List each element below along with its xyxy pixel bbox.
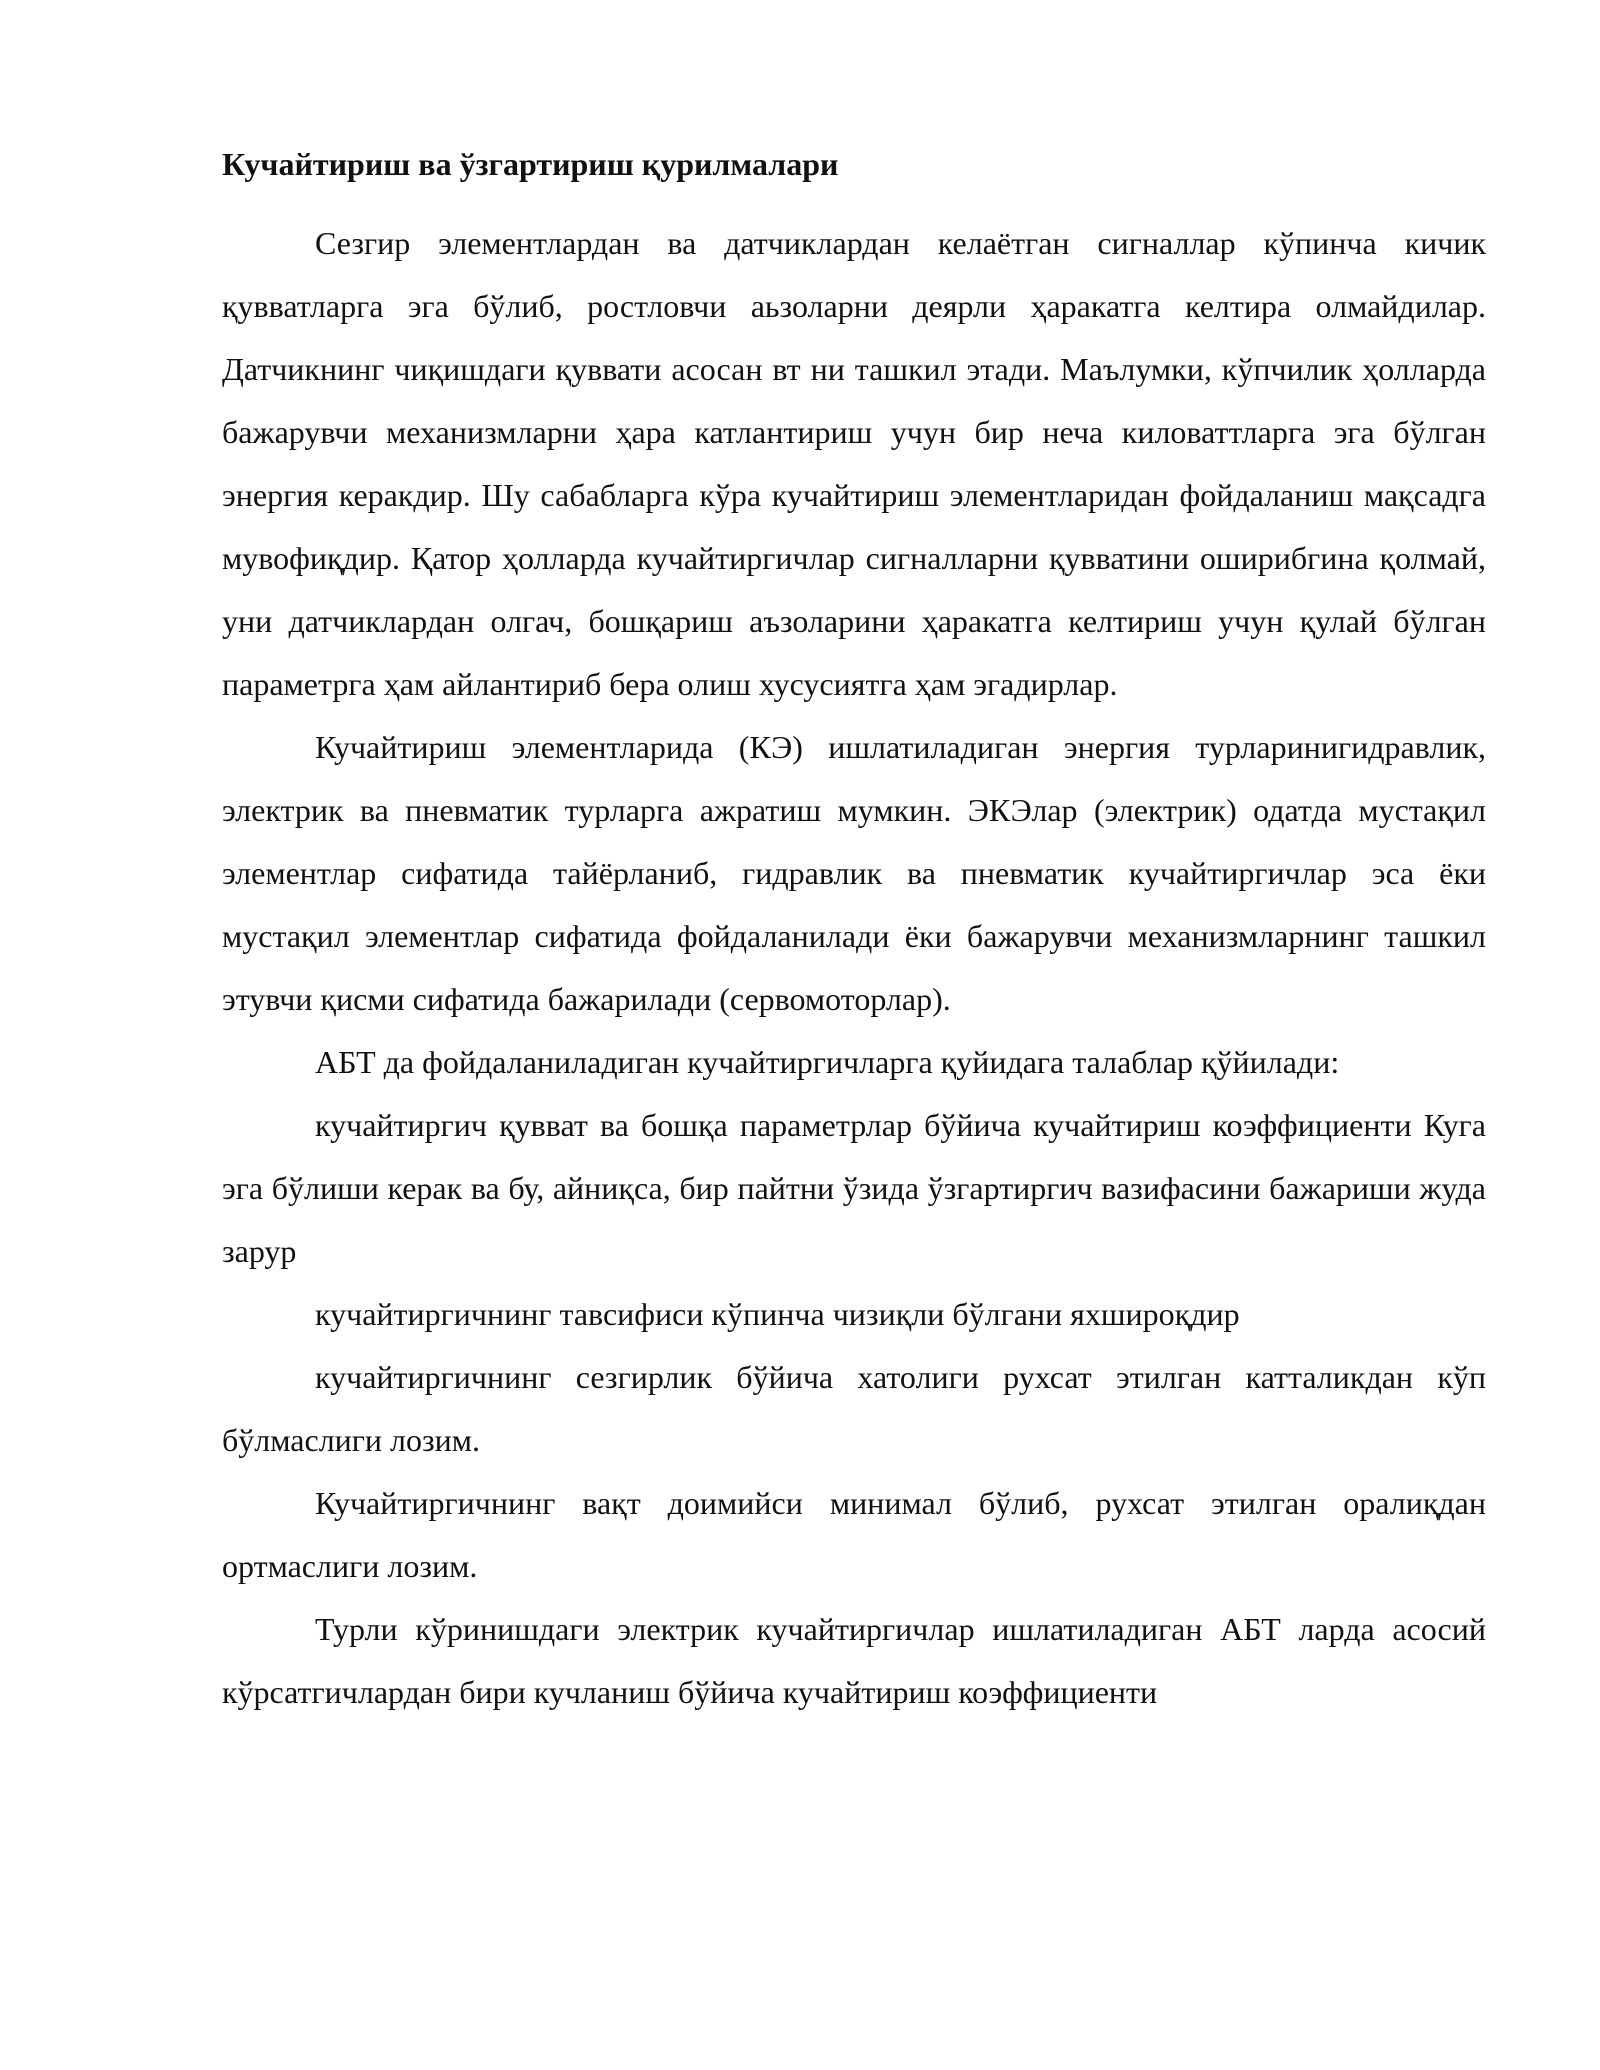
requirement-item-gain: кучайтиргич қувват ва бошқа параметрлар бўйича кучайтириш коэффициенти Куга эга бўлиши керак ва бу, айниқса, бир пайтни ўзида ўзгартиргич вазифасини бажариши жуда зарур bbox=[222, 1107, 1486, 1269]
paragraph-energy-types: Кучайтириш элементларида (КЭ) ишлатиладиган энергия турларинигидравлик, электрик ва пневматик турларга ажратиш мумкин. ЭКЭлар (электрик) одатда мустақил элементлар сифатида тайёрланиб, гидравлик ва пневматик кучайтиргичлар эса ёки мустақил элементлар сифатида фойдаланилади ёки бажарувчи механизмларнинг ташкил этувчи қисми сифатида бажарилади (сервомоторлар). bbox=[222, 729, 1486, 1017]
paragraph-intro: Сезгир элементлардан ва датчиклардан келаётган сигналлар кўпинча кичик қувватларга эга бўлиб, ростловчи аьзоларни деярли ҳаракатга келтира олмайдилар. Датчикнинг чиқишдаги қуввати асосан вт ни ташкил этади. Маълумки, кўпчилик ҳолларда бажарувчи механизмларни ҳара катлантириш учун бир неча киловаттларга эга бўлган энергия керакдир. Шу сабабларга кўра кучайтириш элементларидан фойдаланиш мақсадга мувофиқдир. Қатор ҳолларда кучайтиргичлар сигналларни қувватини оширибгина қолмай, уни датчиклардан олгач, бошқариш аъзоларини ҳаракатга келтириш учун қулай бўлган параметрга ҳам айлантириб бера олиш хусусиятга ҳам эгадирлар. bbox=[222, 225, 1486, 702]
requirement-item-linearity: кучайтиргичнинг тавсифиси кўпинча чизиқли бўлгани яхшироқдир bbox=[315, 1296, 1240, 1332]
requirement-item-time-constant: Кучайтиргичнинг вақт доимийси минимал бўлиб, рухсат этилган оралиқдан ортмаслиги лозим. bbox=[222, 1485, 1486, 1584]
paragraph-requirements-lead: АБТ да фойдаланиладиган кучайтиргичларга қуйидага талаблар қўйилади: bbox=[315, 1044, 1340, 1080]
paragraph-electric-amplifiers: Турли кўринишдаги электрик кучайтиргичлар ишлатиладиган АБТ ларда асосий кўрсатгичлардан бири кучланиш бўйича кучайтириш коэффициенти bbox=[222, 1611, 1486, 1710]
document-body bbox=[222, 144, 1486, 1724]
page-title: Кучайтириш ва ўзгартириш қурилмалари bbox=[222, 146, 839, 182]
requirement-item-sensitivity-error: кучайтиргичнинг сезгирлик бўйича хатолиги рухсат этилган катталикдан кўп бўлмаслиги лозим. bbox=[222, 1359, 1486, 1458]
